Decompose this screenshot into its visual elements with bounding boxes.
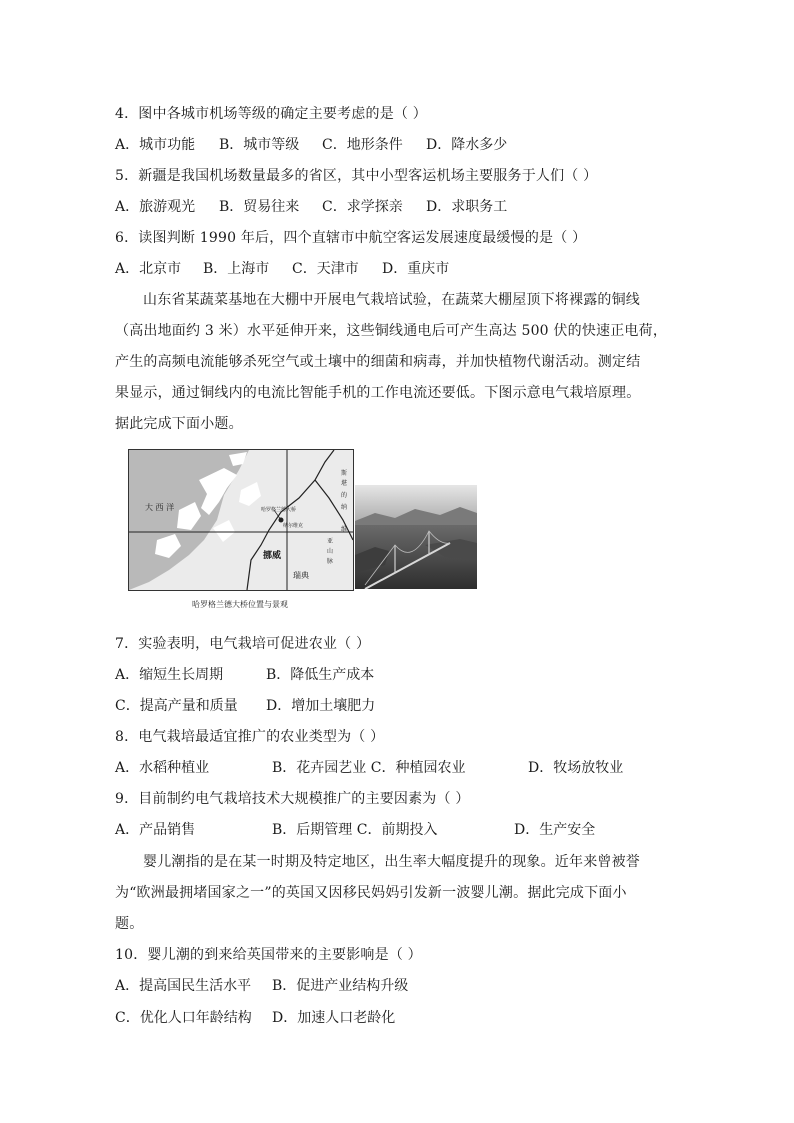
q7-option-d: D．增加土壤肥力: [266, 698, 376, 714]
map-label-mountain-7: 山: [327, 548, 334, 555]
question-6-stem: 6．读图判断 1990 年后，四个直辖市中航空客运发展速度最缓慢的是（ ）: [115, 230, 587, 246]
q9-option-bc: B．后期管理 C．前期投入: [272, 822, 438, 838]
q10-option-b: B．促进产业结构升级: [272, 978, 409, 994]
map-label-mountain-5: 维: [341, 526, 348, 533]
map-label-sweden: 瑞典: [293, 571, 309, 580]
map-label-mountain-3: 的: [341, 492, 348, 499]
map-label-atlantic: 大 西 洋: [145, 503, 175, 512]
map-label-bridge: 哈罗格兰德大桥: [261, 507, 297, 513]
passage-1-line-2: （高出地面约 3 米）水平延伸开来，这些铜线通电后可产生高达 500 伏的快速正电荷，: [115, 323, 668, 339]
q4-option-a: A．城市功能: [115, 137, 196, 153]
q8-option-a: A．水稻种植业: [115, 760, 210, 776]
passage-2-line-3: 题。: [115, 916, 144, 932]
passage-2-line-1: 婴儿潮指的是在某一时期及特定地区，出生率大幅度提升的现象。近年来曾被誉: [143, 854, 640, 870]
passage-1-line-5: 据此完成下面小题。: [115, 416, 243, 432]
figure-caption: 哈罗格兰德大桥位置与景观: [192, 600, 288, 609]
q7-option-c: C．提高产量和质量: [115, 698, 238, 714]
question-10-stem: 10．婴儿潮的到来给英国带来的主要影响是（ ）: [115, 947, 422, 963]
q4-option-b: B．城市等级: [219, 137, 300, 153]
question-9-stem: 9．目前制约电气栽培技术大规模推广的主要因素为（ ）: [115, 791, 470, 807]
q6-option-d: D．重庆市: [382, 261, 450, 277]
q7-option-b: B．降低生产成本: [266, 667, 375, 683]
q6-option-b: B．上海市: [203, 261, 270, 277]
map-drawing: [129, 450, 353, 590]
q6-option-a: A．北京市: [115, 261, 182, 277]
map-label-mountain-6: 亚: [327, 538, 334, 545]
q9-option-a: A．产品销售: [115, 822, 196, 838]
q5-option-c: C．求学探亲: [322, 199, 403, 215]
q6-option-c: C．天津市: [292, 261, 359, 277]
q10-option-a: A．提高国民生活水平: [115, 978, 252, 994]
q8-option-d: D．牧场放牧业: [528, 760, 624, 776]
q5-option-d: D．求职务工: [426, 199, 508, 215]
map-label-city: 纳尔维克: [283, 523, 304, 529]
question-5-stem: 5．新疆是我国机场数量最多的省区，其中小型客运机场主要服务于人们（ ）: [115, 168, 598, 184]
question-8-stem: 8．电气栽培最适宜推广的农业类型为（ ）: [115, 729, 385, 745]
map-label-mountain-1: 斯: [341, 470, 348, 477]
q9-option-d: D．生产安全: [514, 822, 596, 838]
map-label-mountain-8: 脉: [327, 558, 334, 565]
q10-option-d: D．加速人口老龄化: [272, 1010, 396, 1026]
question-7-stem: 7．实验表明，电气栽培可促进农业（ ）: [115, 636, 371, 652]
location-map: [128, 449, 354, 591]
bridge-photo: [355, 485, 477, 589]
bridge-figure: [128, 449, 478, 619]
q4-option-c: C．地形条件: [322, 137, 403, 153]
question-4-stem: 4．图中各城市机场等级的确定主要考虑的是（ ）: [115, 106, 427, 122]
q8-option-bc: B．花卉园艺业 C．种植园农业: [272, 760, 466, 776]
q7-option-a: A．缩短生长周期: [115, 667, 224, 683]
map-label-mountain-2: 堪: [341, 480, 348, 487]
passage-1-line-1: 山东省某蔬菜基地在大棚中开展电气栽培试验，在蔬菜大棚屋顶下将裸露的铜线: [143, 292, 640, 308]
q10-option-c: C．优化人口年龄结构: [115, 1010, 252, 1026]
q5-option-a: A．旅游观光: [115, 199, 196, 215]
bridge-photo-drawing: [355, 485, 477, 589]
q5-option-b: B．贸易往来: [219, 199, 300, 215]
passage-1-line-3: 产生的高频电流能够杀死空气或土壤中的细菌和病毒，并加快植物代谢活动。测定结: [115, 354, 641, 370]
q4-option-d: D．降水多少: [426, 137, 508, 153]
passage-2-line-2: 为“欧洲最拥堵国家之一”的英国又因移民妈妈引发新一波婴儿潮。据此完成下面小: [115, 885, 627, 901]
passage-1-line-4: 果显示，通过铜线内的电流比智能手机的工作电流还要低。下图示意电气栽培原理。: [115, 385, 641, 401]
map-label-mountain-4: 纳: [341, 504, 348, 511]
map-label-norway: 挪威: [263, 551, 282, 561]
